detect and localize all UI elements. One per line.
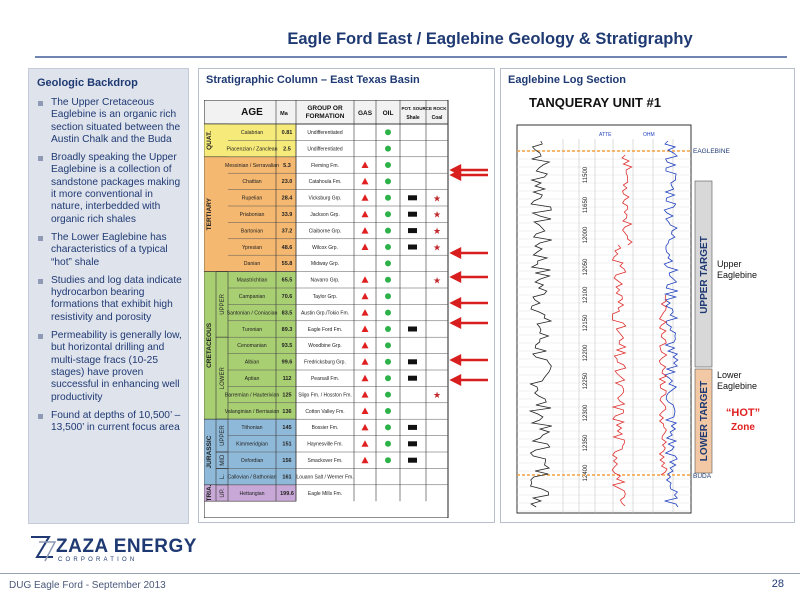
stage-name: Santonian / Coniacian xyxy=(226,310,278,317)
shale-block-icon xyxy=(408,228,417,233)
track-label: ATTE xyxy=(599,132,612,138)
formation-name: Wilcox Grp. xyxy=(312,244,338,251)
track-label: OHM xyxy=(643,132,655,138)
bullet-item: Studies and log data indicate hydrocarbon bearing formations that exhibit high resistivity and porosity xyxy=(37,275,182,324)
oil-dot-icon xyxy=(385,146,391,152)
stage-ma: 99.6 xyxy=(281,359,293,366)
depth-label: 12000 xyxy=(583,226,589,244)
source-arrow-icon xyxy=(452,273,488,281)
stage-ma: 151 xyxy=(282,441,292,448)
stage-ma: 199.6 xyxy=(280,490,294,497)
logo-name: ZAZA ENERGY xyxy=(56,536,197,557)
formation-name: Navarro Grp. xyxy=(310,277,340,284)
stage-name: Hettangian xyxy=(239,490,265,497)
oil-dot-icon xyxy=(385,162,391,168)
series-label: LOWER xyxy=(220,367,226,390)
stage-ma: 136 xyxy=(282,408,292,415)
formation-name: Fleming Fm. xyxy=(311,162,339,169)
stage-ma: 89.3 xyxy=(281,326,293,333)
stage-ma: 28.4 xyxy=(281,195,293,202)
stage-ma: 70.6 xyxy=(281,294,293,300)
eaglebine-marker: EAGLEBINE xyxy=(693,148,730,155)
bullet-item: The Lower Eaglebine has characteristics of a typical “hot” shale xyxy=(37,232,182,269)
stage-ma: 37.2 xyxy=(281,228,293,235)
stage-ma: 93.5 xyxy=(281,343,293,350)
oil-dot-icon xyxy=(385,441,391,447)
oil-dot-icon xyxy=(385,342,391,348)
strat-heading: Stratigraphic Column – East Texas Basin xyxy=(206,74,420,86)
formation-name: Vicksburg Grp. xyxy=(308,195,342,202)
header-pot: POT. SOURCE ROCK xyxy=(401,106,447,111)
source-arrow-icon xyxy=(452,319,488,327)
oil-dot-icon xyxy=(385,359,391,365)
depth-label: 12350 xyxy=(583,434,589,452)
bullet-item: Permeability is generally low, but horizontal drilling and multi-stage fracs (10-25 stages) have proven successful in enhancing well productivity xyxy=(37,330,182,404)
formation-name: Pearsall Fm. xyxy=(310,376,340,382)
stage-name: Danian xyxy=(243,261,261,268)
series-label: L. xyxy=(220,474,226,480)
coal-star-icon: ★ xyxy=(432,275,442,286)
header-age: AGE xyxy=(241,107,263,118)
stage-name: Bartonian xyxy=(240,228,264,235)
source-arrow-icon xyxy=(452,299,488,307)
stage-name: Cenomanian xyxy=(237,343,267,350)
formation-name: Smackover Fm. xyxy=(307,458,343,464)
shale-block-icon xyxy=(408,458,417,463)
oil-dot-icon xyxy=(385,310,391,316)
logo-mark-icon xyxy=(31,537,53,557)
stratigraphic-column-chart xyxy=(204,100,490,518)
oil-dot-icon xyxy=(385,293,391,299)
stage-name: Turonian xyxy=(241,326,263,333)
oil-dot-icon xyxy=(385,228,391,234)
stage-name: Maastrichtian xyxy=(236,277,268,284)
system-label: CRETACEOUS xyxy=(206,322,213,368)
stage-ma: 161 xyxy=(282,474,292,481)
oil-dot-icon xyxy=(385,424,391,430)
series-label: MID xyxy=(220,454,226,466)
stage-name: Barremian / Hauterivian xyxy=(224,392,280,399)
stage-ma: 156 xyxy=(282,458,292,464)
page-number: 28 xyxy=(771,578,784,590)
header-shale: Shale xyxy=(406,115,420,121)
upper-target-label: UPPER TARGET xyxy=(699,236,710,314)
stage-name: Kimmeridgian xyxy=(236,441,268,448)
stage-name: Ypresian xyxy=(241,244,263,251)
stage-ma: 23.0 xyxy=(281,179,293,186)
depth-label: 12300 xyxy=(583,404,589,422)
header-formation: FORMATION xyxy=(305,113,345,120)
stage-name: Tithonian xyxy=(241,425,263,432)
system-label: QUAT. xyxy=(206,130,213,150)
stage-ma: 125 xyxy=(282,392,292,399)
shale-block-icon xyxy=(408,327,417,332)
coal-star-icon: ★ xyxy=(432,226,442,237)
stage-ma: 83.5 xyxy=(281,310,293,317)
system-label: JURASSIC xyxy=(206,435,213,469)
stage-name: Priabonian xyxy=(239,212,265,218)
header-coal: Coal xyxy=(431,115,443,121)
formation-name: Eagle Ford Fm. xyxy=(307,326,343,333)
formation-name: Louann Salt / Werner Fm. xyxy=(296,474,354,481)
depth-label: 12100 xyxy=(583,286,589,304)
formation-name: Midway Grp. xyxy=(310,261,340,268)
header-oil: OIL xyxy=(382,110,394,117)
stage-ma: 145 xyxy=(282,425,292,432)
coal-star-icon: ★ xyxy=(432,209,442,220)
formation-name: Jackson Grp. xyxy=(310,212,340,218)
lower-eaglebine-label-2: Eaglebine xyxy=(717,381,758,391)
coal-star-icon: ★ xyxy=(432,390,442,401)
depth-label: 11650 xyxy=(583,196,589,214)
stage-ma: 5.3 xyxy=(283,162,291,169)
series-label: UPPER xyxy=(220,425,226,446)
bullet-item: The Upper Cretaceous Eaglebine is an organic rich section situated between the Austin Chalk and the Buda xyxy=(37,97,182,146)
stage-name: Calabrian xyxy=(240,130,264,136)
source-arrow-icon xyxy=(452,171,488,179)
backdrop-heading: Geologic Backdrop xyxy=(37,77,138,89)
oil-dot-icon xyxy=(385,326,391,332)
shale-block-icon xyxy=(408,195,417,200)
source-arrow-icon xyxy=(452,249,488,257)
series-label: UPPER xyxy=(220,294,226,315)
formation-name: Undifferentiated xyxy=(307,146,343,153)
footer-text: DUG Eagle Ford - September 2013 xyxy=(9,580,166,591)
oil-dot-icon xyxy=(385,260,391,266)
oil-dot-icon xyxy=(385,178,391,184)
bullet-item: Found at depths of 10,500’ – 13,500’ in current focus area xyxy=(37,410,182,435)
stage-ma: 2.5 xyxy=(283,146,291,153)
source-arrow-icon xyxy=(452,356,488,364)
stage-name: Piacenzian / Zanclean xyxy=(226,146,278,153)
depth-label: 11500 xyxy=(583,166,589,184)
formation-name: Bossier Fm. xyxy=(311,425,339,432)
header-ma: Ma xyxy=(280,111,288,117)
formation-name: Claiborne Grp. xyxy=(308,228,342,235)
oil-dot-icon xyxy=(385,195,391,201)
shale-block-icon xyxy=(408,359,417,364)
oil-dot-icon xyxy=(385,244,391,250)
stage-ma: 48.6 xyxy=(281,244,293,251)
buda-marker: BUDA xyxy=(693,473,712,480)
formation-name: Fredricksburg Grp. xyxy=(304,359,346,366)
title-rule xyxy=(35,56,787,58)
stage-name: Aptian xyxy=(244,376,260,382)
logo-sub: CORPORATION xyxy=(58,557,138,563)
stage-name: Albian xyxy=(244,359,260,366)
oil-dot-icon xyxy=(385,375,391,381)
geologic-backdrop-panel xyxy=(28,68,189,524)
depth-label: 12250 xyxy=(583,372,589,390)
zone-label: Zone xyxy=(731,422,755,433)
shale-block-icon xyxy=(408,441,417,446)
source-arrow-icon xyxy=(452,376,488,384)
backdrop-bullets xyxy=(29,89,188,434)
formation-name: Catahoula Fm. xyxy=(308,179,342,186)
stage-ma: 55.8 xyxy=(281,261,293,268)
hot-label: “HOT” xyxy=(725,407,761,419)
stage-name: Messinian / Serravalian xyxy=(225,162,279,169)
system-label: TERTIARY xyxy=(206,198,213,231)
oil-dot-icon xyxy=(385,457,391,463)
log-section-chart xyxy=(503,95,793,521)
coal-star-icon: ★ xyxy=(432,242,442,253)
slide-title: Eagle Ford East / Eaglebine Geology & Stratigraphy xyxy=(287,30,693,48)
upper-eaglebine-label-2: Eaglebine xyxy=(717,270,758,280)
coal-star-icon: ★ xyxy=(432,193,442,204)
depth-label: 12050 xyxy=(583,258,589,276)
formation-name: Undifferentiated xyxy=(307,130,343,136)
oil-dot-icon xyxy=(385,408,391,414)
stage-name: Callovian / Bathonian xyxy=(227,474,277,481)
shale-block-icon xyxy=(408,212,417,217)
well-name: TANQUERAY UNIT #1 xyxy=(529,95,661,110)
footer-rule xyxy=(0,573,800,574)
stage-name: Chattian xyxy=(242,179,262,186)
formation-name: Eagle Mills Fm. xyxy=(307,490,343,497)
formation-name: Sligo Fm. / Hosston Fm. xyxy=(298,392,352,399)
formation-name: Haynesville Fm. xyxy=(307,441,343,448)
formation-name: Taylor Grp. xyxy=(312,294,338,300)
shale-block-icon xyxy=(408,376,417,381)
depth-label: 12150 xyxy=(583,314,589,332)
stage-name: Valanginian / Berriasian xyxy=(224,408,280,415)
oil-dot-icon xyxy=(385,277,391,283)
stage-name: Oxfordian xyxy=(240,458,264,464)
stage-ma: 65.5 xyxy=(281,277,293,284)
shale-block-icon xyxy=(408,245,417,250)
header-group: GROUP OR xyxy=(307,105,343,112)
depth-label: 12200 xyxy=(583,344,589,362)
lower-target-label: LOWER TARGET xyxy=(699,380,710,462)
bullet-item: Broadly speaking the Upper Eaglebine is a collection of sandstone packages making it more conventional in nature, interbedded with organic rich shales xyxy=(37,152,182,226)
stage-ma: 33.9 xyxy=(281,212,293,218)
system-label: TRIA. xyxy=(206,484,213,502)
stage-ma: 112 xyxy=(282,376,292,382)
formation-name: Woodbine Grp. xyxy=(308,343,342,350)
stage-name: Campanian xyxy=(238,294,266,300)
formation-name: Cotton Valley Fm. xyxy=(305,408,345,415)
oil-dot-icon xyxy=(385,392,391,398)
depth-label: 12400 xyxy=(583,464,589,482)
stage-ma: 0.81 xyxy=(281,130,293,136)
log-heading: Eaglebine Log Section xyxy=(508,74,626,86)
lower-eaglebine-label: Lower xyxy=(717,370,742,380)
shale-block-icon xyxy=(408,425,417,430)
formation-name: Austin Grp./Tokio Fm. xyxy=(300,310,350,317)
series-label: UP. xyxy=(220,488,226,498)
oil-dot-icon xyxy=(385,129,391,135)
oil-dot-icon xyxy=(385,211,391,217)
header-gas: GAS xyxy=(357,110,373,117)
stage-name: Rupelian xyxy=(241,195,263,202)
upper-eaglebine-label: Upper xyxy=(717,259,742,269)
